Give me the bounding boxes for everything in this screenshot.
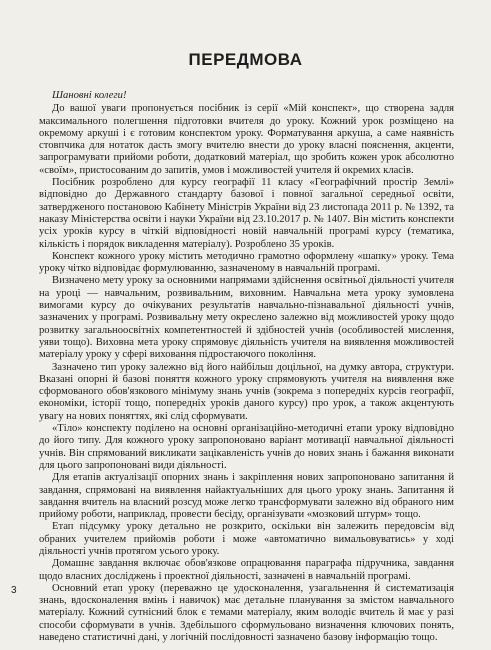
greeting: Шановні колеги! — [52, 90, 127, 101]
page-number: 3 — [11, 585, 17, 596]
paragraph: До вашої уваги пропонується посібник із серії «Мій конспект», що створена задля максимального полегшення підготовки вчителя до уроку. Кожний урок розміщено на окремому аркуші і є готовим конспектом уроку. Форматування аркуша, а саме наявність стовпчика для нотаток дасть змогу вчителю внести до уроку власні пояснення, акценти, запрограмувати прийоми роботи, додатковий матеріал, що зробить кожен урок абсолютно «своїм», пристосованим до запитів, умов і можливостей учителя й окремих класів. — [39, 103, 454, 176]
paragraph: «Тіло» конспекту поділено на основні організаційно-методичні етапи уроку відповідно до його типу. Для кожного уроку запропоновано варіант мотивації навчальної діяльності учнів. Він спрямований викликати зацікавленість учнів до нових знань і бажання виконати для цього запропоновані види діяльності. — [39, 423, 454, 471]
paragraph: Основний етап уроку (переважно це удосконалення, узагальнення й систематизація знань, вдосконалення вмінь і навичок) має детальне планування за змістом навчального матеріалу. Кожний сутнісний блок є темами матеріалу, яким володіє вчитель й має у разі способи сформувати в учнів. Здебільшого сформульовано визначення ключових понять, наведено статистичні дані, у логічній послідовності зазначено базову інформацію тощо. — [39, 582, 454, 644]
paragraph: Конспект кожного уроку містить методично грамотно оформлену «шапку» уроку. Тема уроку чітко відповідає формулюванню, зазначеному в навчальній програмі. — [39, 250, 454, 275]
paragraph: Для етапів актуалізації опорних знань і закріплення нових запропоновано запитання й завдання, спрямовані на виявлення найактуальніших для цього уроку знань. Запитання й завдання вчитель на власний розсуд може легко трансформувати залежно від обраного ним прийому роботи, наприклад, провести бесіду, організувати «мозковий штурм» тощо. — [39, 472, 454, 521]
paragraph: Зазначено тип уроку залежно від його найбільш доцільної, на думку автора, структури. Вказані опорні й базові поняття кожного уроку спрямовують учителя на виявлення вже сформованого обов'язкового мінімуму знань учнів (зокрема з попередніх курсів географії, економіки, історії тощо, попередніх уроків даного курсу) про урок, а також акцентують увагу на нових поняттях, які слід сформувати. — [39, 361, 454, 422]
paragraph: Визначено мету уроку за основними напрямами здійснення освітньої діяльності учителя на уроці — навчальним, розвивальним, виховним. Навчальна мета уроку зумовлена вимогами курсу до очікуваних результатів навчально-пізнавальної діяльності учнів, зазначених у програмі. Розвивальну мету окреслено залежно від можливостей уроку щодо розвитку загальноосвітніх компетентностей й здібностей учнів (особливостей мислення, уяви тощо). Виховна мета уроку спрямовує діяльність учителя на виявлення можливостей матеріалу уроку у сфері виховання підростаючого покоління. — [39, 275, 454, 361]
paragraph: Домашнє завдання включає обов'язкове опрацювання параграфа підручника, завдання щодо власних досліджень і проектної діяльності, зазначені в навчальній програмі. — [39, 558, 454, 582]
page-title: ПЕРЕДМОВА — [188, 50, 303, 69]
paragraph: Етап підсумку уроку детально не розкрито, оскільки він залежить передовсім від обраних учителем прийомів роботи і може «автоматично вимальовуватись» у ході діяльності учнів протягом усього уроку. — [39, 521, 454, 557]
paragraph: Посібник розроблено для курсу географії 11 класу «Географічний простір Землі» відповідно до Державного стандарту базової і повної загальної середньої освіти, затвердженого постановою Кабінету Міністрів України від 23 листопада 2011 р. № 1392, та наказу Міністерства освіти і науки України від 23.10.2017 р. № 1407. Він містить конспекти усіх уроків курсу в чіткій відповідності новій навчальній програмі курсу (тематика, кількість і порядок викладення матеріалу). Розроблено 35 уроків. — [39, 177, 454, 250]
body-text — [39, 90, 454, 644]
